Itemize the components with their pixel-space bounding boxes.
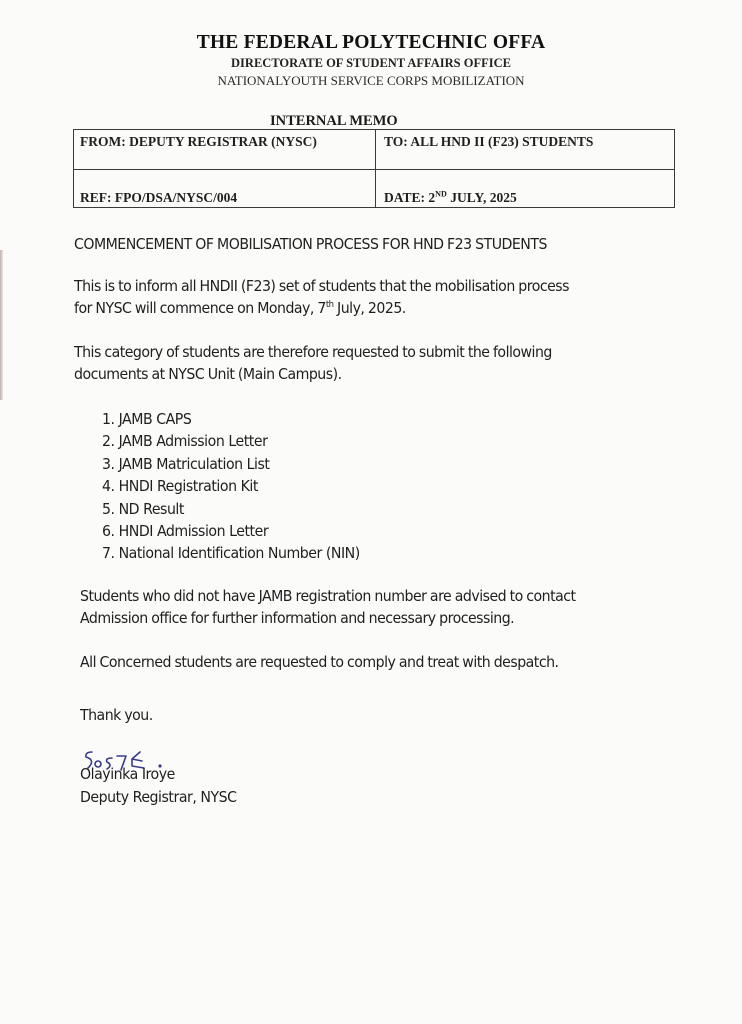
memo-header-table (73, 129, 675, 208)
paragraph-compliance: All Concerned students are requested to comply and treat with despatch. (80, 653, 559, 671)
date-ordinal: ND (435, 189, 447, 199)
memo-from: FROM: DEPUTY REGISTRAR (NYSC) (74, 130, 376, 170)
paragraph-advice (80, 585, 576, 629)
text-span: July, 2025. (333, 299, 406, 317)
paragraph-line: This category of students are therefore requested to submit the following (74, 343, 552, 361)
date-ordinal: th (325, 299, 334, 310)
signatory-name: Olayinka Iroye (80, 765, 175, 783)
paragraph-line (74, 297, 569, 319)
signatory-title: Deputy Registrar, NYSC (80, 788, 237, 806)
memo-subject: COMMENCEMENT OF MOBILISATION PROCESS FOR HND F23 STUDENTS (74, 235, 547, 253)
paragraph-line: Students who did not have JAMB registration number are advised to contact (80, 587, 576, 605)
text-span: for NYSC will commence on Monday, 7 (74, 299, 326, 317)
list-item: 2. JAMB Admission Letter (102, 432, 268, 451)
paragraph-announcement (74, 275, 569, 319)
memo-to: TO: ALL HND II (F23) STUDENTS (376, 130, 674, 170)
date-text: DATE: 2 (384, 190, 436, 205)
list-item: 5. ND Result (102, 499, 184, 518)
list-item: 4. HNDI Registration Kit (102, 477, 258, 496)
unit-name: NATIONALYOUTH SERVICE CORPS MOBILIZATION (217, 73, 525, 88)
list-item: 6. HNDI Admission Letter (102, 522, 269, 541)
memo-date (376, 170, 674, 207)
scan-edge-shadow (0, 250, 3, 400)
date-text-rest: JULY, 2025 (446, 190, 517, 205)
memo-label: INTERNAL MEMO (270, 113, 398, 129)
paragraph-request (74, 341, 552, 385)
list-item: 1. JAMB CAPS (102, 410, 192, 428)
institution-name: THE FEDERAL POLYTECHNIC OFFA (196, 32, 546, 53)
paragraph-line: Admission office for further information and necessary processing. (80, 609, 515, 627)
list-item: 3. JAMB Matriculation List (102, 454, 270, 473)
closing-thanks: Thank you. (80, 706, 153, 724)
paragraph-line: This is to inform all HNDII (F23) set of students that the mobilisation process (74, 277, 569, 295)
paragraph-line: documents at NYSC Unit (Main Campus). (74, 365, 342, 383)
required-documents-list (102, 408, 360, 565)
directorate-name: DIRECTORATE OF STUDENT AFFAIRS OFFICE (231, 56, 511, 70)
list-item: 7. National Identification Number (NIN) (102, 544, 360, 563)
memo-ref: REF: FPO/DSA/NYSC/004 (74, 170, 376, 207)
